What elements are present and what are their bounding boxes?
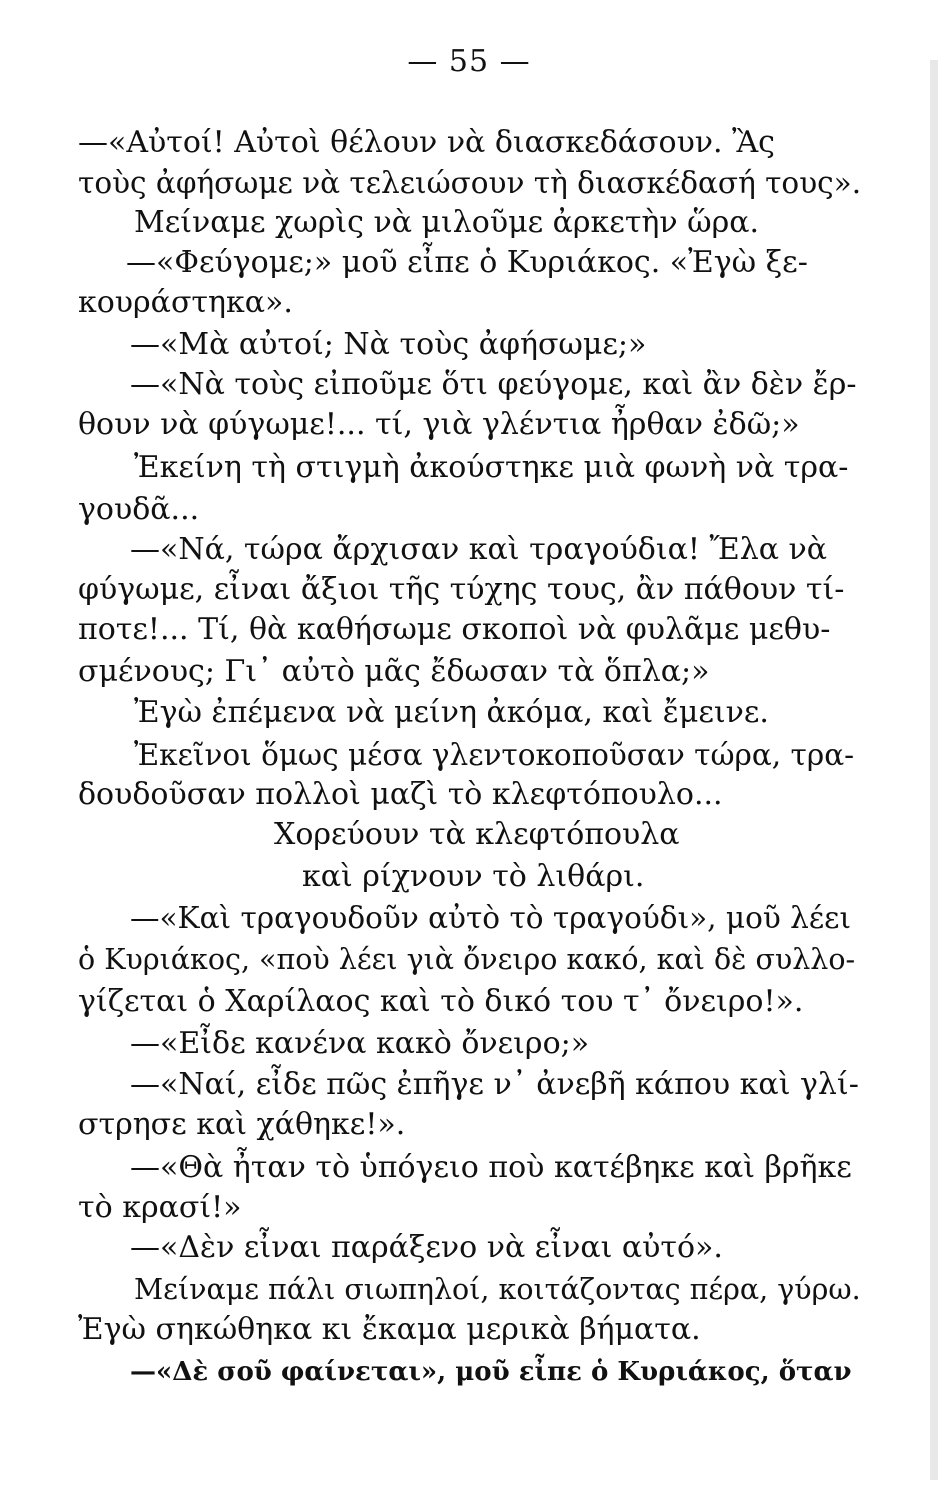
text-line-15: Ἐγὼ ἐπέμενα νὰ μείνη ἀκόμα, καὶ ἔμεινε.: [134, 695, 769, 730]
text-line-9: Ἐκείνη τὴ στιγμὴ ἀκούστηκε μιὰ φωνὴ νὰ τρα-: [134, 450, 849, 485]
text-line-23: στρησε καὶ χάθηκε!».: [78, 1107, 406, 1142]
page-edge-shadow: [930, 60, 938, 1480]
text-line-10: γουδᾶ...: [78, 492, 200, 527]
text-line-2: τοὺς ἀφήσωμε νὰ τελειώσουν τὴ διασκέδασή τους».: [78, 166, 862, 200]
verse-line-1: Χορεύουν τὰ κλεφτόπουλα: [274, 817, 680, 852]
text-line-16: Ἐκεῖνοι ὅμως μέσα γλεντοκοποῦσαν τώρα, τρα-: [134, 738, 855, 772]
text-line-25: τὸ κρασί!»: [78, 1190, 242, 1225]
text-line-1: —«Αὐτοί! Αὐτοὶ θέλουν νὰ διασκεδάσουν. Ἂς: [78, 125, 775, 160]
text-line-14: σμένους; Γι᾿ αὐτὸ μᾶς ἔδωσαν τὰ ὅπλα;»: [78, 654, 710, 689]
text-line-17: δουδοῦσαν πολλοὶ μαζὶ τὸ κλεφτόπουλο...: [78, 777, 723, 812]
verse-line-2: καὶ ρίχνουν τὸ λιθάρι.: [302, 859, 645, 894]
text-line-20: γίζεται ὁ Χαρίλαος καὶ τὸ δικό του τ᾿ ὄνειρο!».: [78, 984, 804, 1019]
text-line-4: —«Φεύγομε;» μοῦ εἶπε ὁ Κυριάκος. «Ἐγὼ ξε-: [126, 245, 808, 280]
page-number: — 55 —: [407, 44, 531, 79]
text-line-22: —«Ναί, εἶδε πῶς ἐπῆγε ν᾿ ἀνεβῆ κάπου καὶ γλί-: [130, 1067, 859, 1102]
text-line-26: —«Δὲν εἶναι παράξενο νὰ εἶναι αὐτό».: [130, 1230, 723, 1265]
text-line-28: Ἐγὼ σηκώθηκα κι ἔκαμα μερικὰ βήματα.: [78, 1312, 701, 1347]
text-line-13: ποτε!... Τί, θὰ καθήσωμε σκοποὶ νὰ φυλᾶμε μεθυ-: [78, 612, 831, 647]
text-line-5: κουράστηκα».: [78, 285, 293, 320]
text-line-21: —«Εἶδε κανένα κακὸ ὄνειρο;»: [130, 1026, 590, 1061]
text-line-6: —«Μὰ αὐτοί; Νὰ τοὺς ἀφήσωμε;»: [130, 327, 647, 362]
text-line-8: θουν νὰ φύγωμε!... τί, γιὰ γλέντια ἦρθαν ἐδῶ;»: [78, 407, 800, 442]
text-line-18: —«Καὶ τραγουδοῦν αὐτὸ τὸ τραγούδι», μοῦ λέει: [130, 901, 852, 935]
text-line-29: —«Δὲ σοῦ φαίνεται», μοῦ εἶπε ὁ Κυριάκος, ὅταν: [130, 1357, 852, 1387]
text-line-19: ὁ Κυριάκος, «ποὺ λέει γιὰ ὄνειρο κακό, καὶ δὲ συλλο-: [78, 943, 856, 976]
text-line-3: Μείναμε χωρὶς νὰ μιλοῦμε ἀρκετὴν ὥρα.: [134, 205, 760, 240]
text-line-11: —«Νά, τώρα ἄρχισαν καὶ τραγούδια! Ἔλα νὰ: [130, 532, 828, 567]
text-line-24: —«Θὰ ἦταν τὸ ὑπόγειο ποὺ κατέβηκε καὶ βρῆκε: [130, 1150, 852, 1185]
text-line-12: φύγωμε, εἶναι ἄξιοι τῆς τύχης τους, ἂν πάθουν τί-: [78, 572, 845, 607]
text-line-27: Μείναμε πάλι σιωπηλοί, κοιτάζοντας πέρα, γύρω.: [134, 1273, 861, 1306]
text-line-7: —«Νὰ τοὺς εἰποῦμε ὅτι φεύγομε, καὶ ἂν δὲν ἔρ-: [130, 367, 857, 402]
